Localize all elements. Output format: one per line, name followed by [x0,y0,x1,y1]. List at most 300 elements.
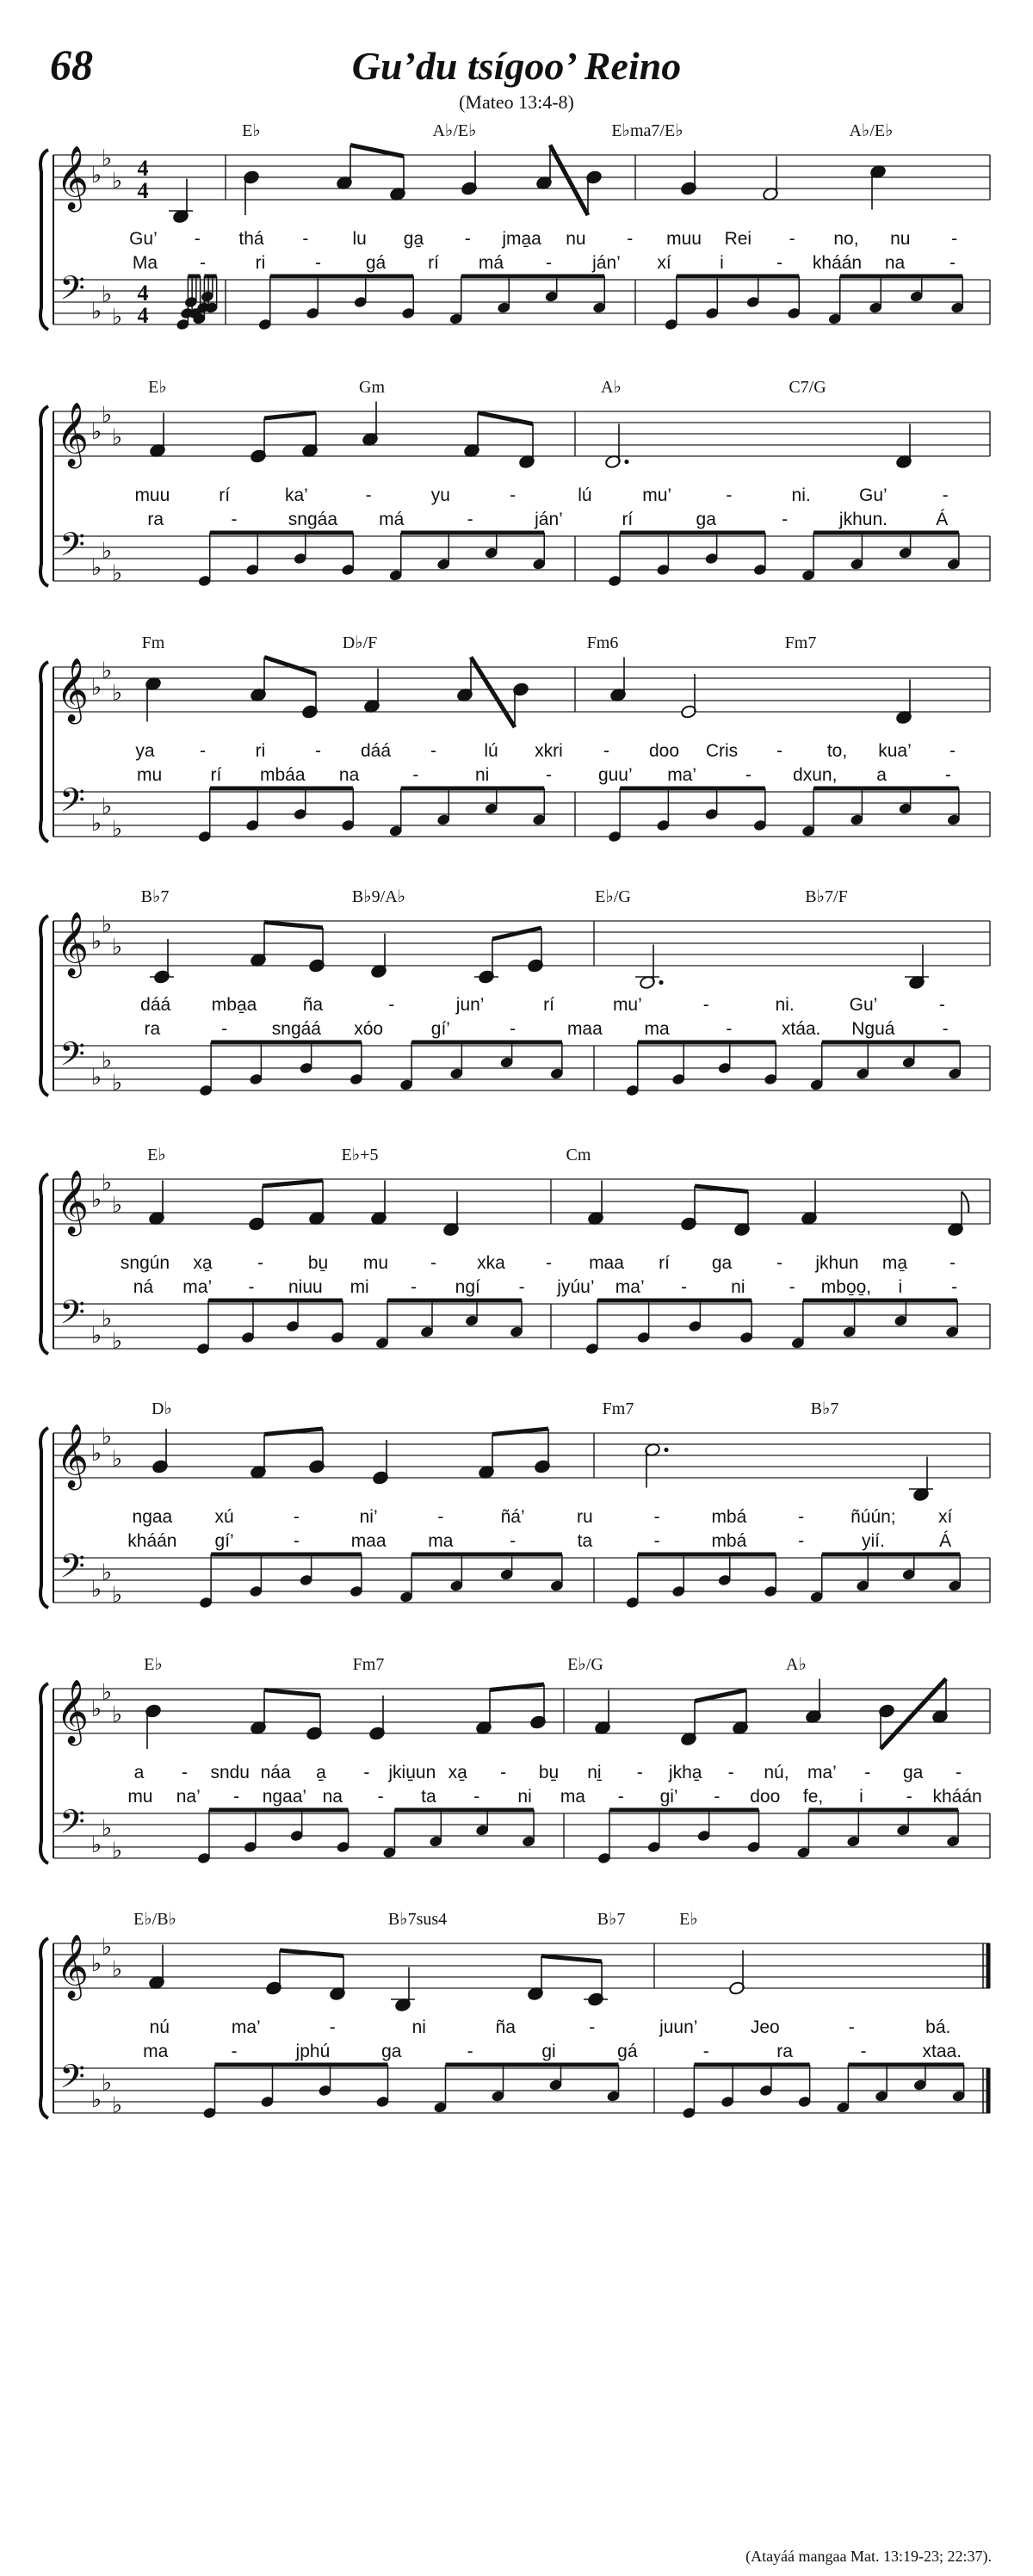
bass-clef-icon: 𝄢 [59,1035,85,1081]
hymn-number: 68 [50,40,93,89]
lyric-verse-1: - [329,2017,336,2037]
lyric-verse-1: ga [902,1763,924,1782]
lyric-verse-2: - [200,253,206,273]
treble-clef-icon: 𝄞 [56,1424,89,1488]
lyric-verse-2: gá [617,2042,638,2061]
lyric-verse-2: Ma [132,253,158,273]
lyric-verse-1: no, [833,229,859,249]
lyric-verse-1: - [388,995,395,1015]
lyric-verse-2: ma [428,1531,454,1551]
lyric-verse-2: - [951,1277,958,1297]
lyric-verse-1: nú, [764,1763,789,1782]
lyric-verse-1: - [848,2017,855,2037]
lyric-verse-1: ga̱ [403,229,424,249]
chord-symbol: B♭7 [597,1910,626,1929]
lyric-verse-1: ni. [791,485,811,505]
lyric-verse-2: ra [144,1019,161,1039]
lyric-verse-2: - [726,1019,733,1039]
note-beam [263,1181,323,1187]
key-signature-flat-icon: ♭ [101,1306,113,1332]
key-signature-flat-icon: ♭ [101,1560,113,1586]
system-bracket [40,1428,48,1608]
lyric-verse-1: xú [214,1507,234,1527]
system-bracket [40,406,48,586]
lyric-verse-2: - [789,1277,795,1297]
key-signature-flat-icon: ♭ [90,811,102,837]
lyric-verse-2: xóo [354,1019,384,1039]
lyric-verse-1: - [726,485,733,505]
key-signature-flat-icon: ♭ [111,680,123,707]
lyric-verse-1: rí [543,995,554,1015]
key-signature-flat-icon: ♭ [101,1424,113,1450]
lyric-verse-2: niuu [288,1277,323,1297]
note-beam [492,928,541,939]
key-signature-flat-icon: ♭ [90,1065,102,1090]
lyric-verse-1: ni [411,2017,426,2037]
chord-symbol: B♭7/F [805,887,848,906]
lyric-verse-1: to, [826,741,848,761]
lyric-verse-1: - [293,1507,300,1527]
lyric-verse-1: - [257,1253,263,1273]
lyric-verse-1: mbá [711,1507,747,1527]
time-signature-top: 4 [137,281,149,306]
lyric-verse-1: juun’ [659,2017,698,2037]
chord-symbol: Fm7 [352,1655,385,1674]
key-signature-flat-icon: ♭ [111,424,123,451]
lyric-verse-2: - [714,1787,721,1807]
time-signature-bottom: 4 [137,178,149,203]
lyric-verse-2: kháán [812,253,863,273]
key-signature-flat-icon: ♭ [90,1951,102,1977]
lyric-verse-2: - [467,2042,473,2061]
key-signature-flat-icon: ♭ [101,911,113,938]
lyric-verse-2: - [546,765,552,785]
lyric-verse-2: má [478,253,504,273]
bass-clef-icon: 𝄢 [59,525,85,571]
lyric-verse-2: gí’ [430,1019,450,1039]
lyric-verse-1: - [430,1253,436,1273]
lyric-verse-2: - [942,1019,949,1039]
chord-symbol: Gm [359,378,385,397]
lyric-verse-2: ga [696,510,716,529]
chord-symbol: B♭7sus4 [387,1910,448,1929]
lyric-verse-1: - [302,229,309,249]
lyric-verse-2: na [322,1787,343,1807]
key-signature-flat-icon: ♭ [90,1323,102,1349]
note-dot [664,1448,668,1452]
lyric-verse-1: jkhun [815,1253,859,1273]
lyric-verse-2: na’ [176,1787,201,1807]
lyric-verse-2: - [221,1019,228,1039]
lyric-verse-2: xtáa. [781,1019,821,1039]
lyric-verse-1: jkiu̱un [388,1763,436,1782]
lyric-verse-1: yu [430,485,450,505]
chord-symbol: D♭/F [342,633,378,652]
lyric-verse-2: guu’ [597,765,633,785]
chord-symbol: E♭+5 [341,1146,379,1164]
lyric-verse-1: maa [589,1253,624,1273]
lyric-verse-1: sndu [210,1763,251,1782]
lyric-verse-2: ma [644,1019,670,1039]
lyric-verse-1: Rei [724,229,752,249]
lyric-verse-2: - [906,1787,912,1807]
lyric-verse-1: - [200,741,206,761]
time-signature-bottom: 4 [137,303,149,328]
lyric-verse-2: xtaa. [922,2042,962,2061]
lyric-verse-2: - [546,253,552,273]
lyric-verse-1: - [702,995,709,1015]
lyric-verse-1: bá. [925,2017,951,2037]
key-signature-flat-icon: ♭ [111,304,123,330]
lyric-verse-2: má [379,510,405,529]
lyric-verse-1: dáá [140,995,171,1015]
lyric-verse-1: mu [362,1253,389,1273]
lyric-verse-1: a [133,1763,145,1782]
chord-symbol: E♭/G [567,1655,603,1674]
lyric-verse-1: bu̱ [307,1253,329,1273]
note-beam [264,923,323,929]
lyric-verse-1: lú [578,485,592,505]
lyric-verse-1: ñúún; [851,1507,896,1527]
lyric-verse-1: - [942,485,949,505]
lyric-verse-1: ma’ [807,1763,837,1782]
key-signature-flat-icon: ♭ [111,1956,123,1983]
lyric-verse-2: - [944,765,951,785]
lyric-verse-2: i [720,253,724,273]
note-beam [550,145,588,216]
chord-symbol: E♭ [242,121,261,140]
lyric-verse-2: Á [939,1531,952,1551]
lyric-verse-2: dxun, [793,765,838,785]
lyric-verse-1: - [949,1253,956,1273]
system-bracket [40,1683,48,1863]
key-signature-flat-icon: ♭ [111,1328,123,1355]
lyric-verse-2: ján’ [535,510,563,529]
lyric-verse-2: ma’ [615,1277,645,1297]
lyric-verse-1: - [789,229,795,249]
lyric-verse-2: rí [622,510,634,529]
chord-symbol: C7/G [789,378,826,397]
lyric-verse-2: mu [137,765,163,785]
key-signature-flat-icon: ♭ [101,1815,113,1842]
lyric-verse-1: ka’ [284,485,308,505]
treble-clef-icon: 𝄞 [56,146,89,210]
key-signature-flat-icon: ♭ [90,1832,102,1858]
key-signature-flat-icon: ♭ [101,2070,113,2097]
lyric-verse-2: jphú [295,2042,331,2061]
lyric-verse-1: muu [134,485,170,505]
lyric-verse-2: mbáa [260,765,306,785]
chord-symbol: B♭7 [140,887,170,906]
lyric-verse-1: nu [566,229,586,249]
lyric-verse-2: na [338,765,360,785]
chord-symbol: E♭ [147,1146,166,1164]
lyric-verse-1: lu [352,229,367,249]
treble-clef-icon: 𝄞 [56,1935,89,1998]
chord-symbol: B♭9/A♭ [351,887,406,906]
chord-symbol: E♭ma7/E♭ [611,121,684,140]
lyric-verse-2: - [776,253,782,273]
chord-symbol: E♭ [144,1655,163,1674]
lyric-verse-1: ni. [775,995,795,1015]
lyric-verse-1: xkri [535,741,563,761]
chord-symbol: A♭ [601,378,622,397]
lyric-verse-1: náa [260,1763,291,1782]
lyric-verse-1: ya [135,741,155,761]
lyric-verse-1: - [589,2017,596,2037]
lyric-verse-2: - [293,1531,300,1551]
chord-symbol: Fm [141,633,165,652]
lyric-verse-1: ña [302,995,324,1015]
bass-clef-icon: 𝄢 [59,269,85,315]
lyric-verse-1: Gu’ [859,485,888,505]
note-dot [659,980,663,985]
chord-symbol: Fm6 [586,633,619,652]
lyric-verse-1: - [627,229,634,249]
chord-symbol: Cm [566,1146,591,1164]
lyric-verse-1: jun’ [455,995,485,1015]
scripture-reference: (Mateo 13:4-8) [459,91,574,113]
lyric-verse-2: kháán [127,1531,177,1551]
key-signature-flat-icon: ♭ [111,816,123,843]
lyric-verse-2: gá [365,253,387,273]
lyric-verse-2: ján’ [592,253,621,273]
lyric-verse-1: ni’ [359,1507,378,1527]
bass-clef-icon: 𝄢 [59,781,85,827]
lyric-verse-2: ngí [455,1277,480,1297]
lyric-verse-1: Gu’ [849,995,878,1015]
lyric-verse-2: - [412,765,419,785]
lyric-verse-1: sngún [120,1253,170,1273]
lyric-verse-2: - [681,1277,688,1297]
chord-symbol: Fm7 [784,633,817,652]
lyric-verse-1: - [363,1763,370,1782]
lyric-verse-1: rí [219,485,231,505]
chord-symbol: E♭/G [595,887,631,906]
bass-clef-icon: 𝄢 [59,2057,85,2103]
treble-clef-icon: 𝄞 [56,912,89,976]
lyric-verse-2: ngaa’ [262,1787,307,1807]
lyric-verse-2: - [315,253,321,273]
lyric-verse-2: - [231,510,238,529]
lyric-verse-1: ma̱ [881,1253,908,1273]
lyric-verse-1: ña [495,2017,516,2037]
lyric-verse-2: ra [147,510,164,529]
treble-clef-icon: 𝄞 [56,403,89,466]
lyric-verse-1: - [776,1253,782,1273]
lyric-verse-1: - [510,485,516,505]
key-signature-flat-icon: ♭ [101,145,113,172]
key-signature-flat-icon: ♭ [90,1441,102,1467]
lyric-verse-1: - [636,1763,643,1782]
lyric-verse-2: sngáa [288,510,338,529]
lyric-verse-1: doo [648,741,680,761]
key-signature-flat-icon: ♭ [111,1192,123,1219]
lyric-verse-1: lú [484,741,498,761]
lyric-verse-2: mi [349,1277,369,1297]
lyric-verse-1: muu [666,229,702,249]
lyric-verse-2: i [898,1277,903,1297]
lyric-verse-1: jkha̱ [668,1763,702,1782]
lyric-verse-2: gi’ [659,1787,678,1807]
chord-symbol: A♭/E♭ [849,121,894,140]
lyric-verse-1: ngaa [132,1507,173,1527]
key-signature-flat-icon: ♭ [111,1838,123,1864]
system-bracket [40,1938,48,2118]
lyric-verse-2: ma’ [182,1277,213,1297]
lyric-verse-2: gí’ [214,1531,234,1551]
lyric-verse-2: na [884,253,906,273]
lyric-verse-1: rí [659,1253,670,1273]
system-bracket [40,150,48,330]
lyric-verse-1: jma̱a [502,229,541,249]
lyric-verse-1: thá [238,229,264,249]
lyric-verse-2: ri [255,253,266,273]
lyric-verse-2: ma’ [667,765,697,785]
lyric-verse-2: mu [127,1787,153,1807]
lyric-verse-2: ra [776,2042,793,2061]
lyric-verse-1: mu’ [612,995,642,1015]
lyric-verse-2: - [248,1277,255,1297]
lyric-verse-1: kua’ [878,741,912,761]
lyric-verse-1: - [430,741,436,761]
lyric-verse-2: - [233,1787,240,1807]
lyric-verse-1: - [727,1763,734,1782]
lyric-verse-1: Cris [705,741,739,761]
lyric-verse-1: - [798,1507,805,1527]
note-beam [471,658,515,728]
key-signature-flat-icon: ♭ [101,1934,113,1961]
lyric-verse-1: ñá’ [500,1507,525,1527]
lyric-verse-2: - [410,1277,417,1297]
note-beam [541,1956,602,1962]
lyric-verse-1: dáá [360,741,392,761]
lyric-verse-1: ni̱ [587,1763,602,1782]
lyric-verse-1: mba̱a [211,995,257,1015]
key-signature-flat-icon: ♭ [101,538,113,565]
lyric-verse-2: - [949,253,956,273]
key-signature-flat-icon: ♭ [111,1446,123,1473]
lyric-verse-2: - [860,2042,867,2061]
lyric-verse-1: nú [149,2017,170,2037]
lyric-verse-2: maa [350,1531,387,1551]
key-signature-flat-icon: ♭ [111,1582,123,1609]
key-signature-flat-icon: ♭ [90,929,102,954]
lyric-verse-2: - [510,1019,516,1039]
lyric-verse-2: - [377,1787,384,1807]
key-signature-flat-icon: ♭ [90,1577,102,1603]
lyric-verse-1: xa̱ [193,1253,213,1273]
key-signature-flat-icon: ♭ [111,1070,123,1096]
key-signature-flat-icon: ♭ [90,1696,102,1722]
lyric-verse-2: - [510,1531,516,1551]
lyric-verse-2: i [859,1787,863,1807]
bass-clef-icon: 𝄢 [59,1802,85,1849]
key-signature-flat-icon: ♭ [111,560,123,587]
footnote: (Atayáá mangaa Mat. 13:19-23; 22:37). [745,2548,992,2565]
lyric-verse-1: - [546,1253,552,1273]
note-beam [264,1690,320,1696]
lyric-verse-2: a [876,765,887,785]
lyric-verse-2: - [231,2042,238,2061]
key-signature-flat-icon: ♭ [101,794,113,820]
treble-clef-icon: 𝄞 [56,658,89,722]
lyric-verse-2: sngáá [271,1019,321,1039]
lyric-verse-1: - [464,229,471,249]
lyric-verse-2: yií. [861,1531,885,1551]
chord-symbol: E♭/B♭ [133,1910,176,1929]
lyric-verse-1: - [437,1507,444,1527]
note-beam [264,413,316,419]
lyric-verse-1: - [365,485,372,505]
lyric-verse-2: ta [421,1787,436,1807]
key-signature-flat-icon: ♭ [90,675,102,701]
lyric-verse-1: - [864,1763,871,1782]
key-signature-flat-icon: ♭ [111,168,123,195]
lyric-verse-2: ni [517,1787,532,1807]
lyric-verse-1: - [938,995,945,1015]
lyric-verse-1: - [956,1763,962,1782]
key-signature-flat-icon: ♭ [111,1702,123,1728]
key-signature-flat-icon: ♭ [90,2087,102,2113]
lyric-verse-2: - [798,1531,805,1551]
system-bracket [40,916,48,1096]
bass-clef-icon: 𝄢 [59,1547,85,1593]
key-signature-flat-icon: ♭ [90,299,102,324]
lyric-verse-1: - [500,1763,507,1782]
system-bracket [40,662,48,842]
note-beam [264,658,316,675]
key-signature-flat-icon: ♭ [90,555,102,581]
lyric-verse-1: ru [577,1507,593,1527]
lyric-verse-2: jyúu’ [557,1277,595,1297]
lyric-verse-2: - [745,765,752,785]
key-signature-flat-icon: ♭ [101,1047,113,1074]
key-signature-flat-icon: ♭ [90,1187,102,1213]
treble-clef-icon: 𝄞 [56,1171,89,1234]
lyric-verse-1: ga [711,1253,733,1273]
lyric-verse-2: doo [750,1787,781,1807]
lyric-verse-2: ta [577,1531,593,1551]
key-signature-flat-icon: ♭ [111,934,123,961]
lyric-verse-1: - [653,1507,660,1527]
key-signature-flat-icon: ♭ [90,419,102,445]
lyric-verse-2: jkhun. [838,510,888,529]
lyric-verse-2: xí [657,253,671,273]
lyric-verse-1: - [949,741,956,761]
lyric-verse-2: gi [541,2042,556,2061]
lyric-verse-1: ma’ [231,2017,261,2037]
lyric-verse-1: xí [937,1507,953,1527]
lyric-verse-2: ma [143,2042,169,2061]
lyric-verse-2: kháán [932,1787,982,1807]
chord-symbol: E♭ [148,378,167,397]
lyric-verse-2: - [782,510,789,529]
key-signature-flat-icon: ♭ [111,2092,123,2119]
chord-symbol: E♭ [679,1910,698,1929]
lyric-verse-1: xka [477,1253,505,1273]
lyric-verse-2: - [518,1277,525,1297]
lyric-verse-2: Á [936,510,949,529]
lyric-verse-1: - [181,1763,188,1782]
lyric-verse-2: maa [566,1019,603,1039]
lyric-verse-1: - [315,741,321,761]
lyric-verse-2: mbo̱o̱, [820,1277,872,1297]
key-signature-flat-icon: ♭ [101,402,113,429]
chord-symbol: A♭ [786,1655,807,1674]
lyric-verse-1: nu [890,229,911,249]
lyric-verse-1: - [951,229,958,249]
